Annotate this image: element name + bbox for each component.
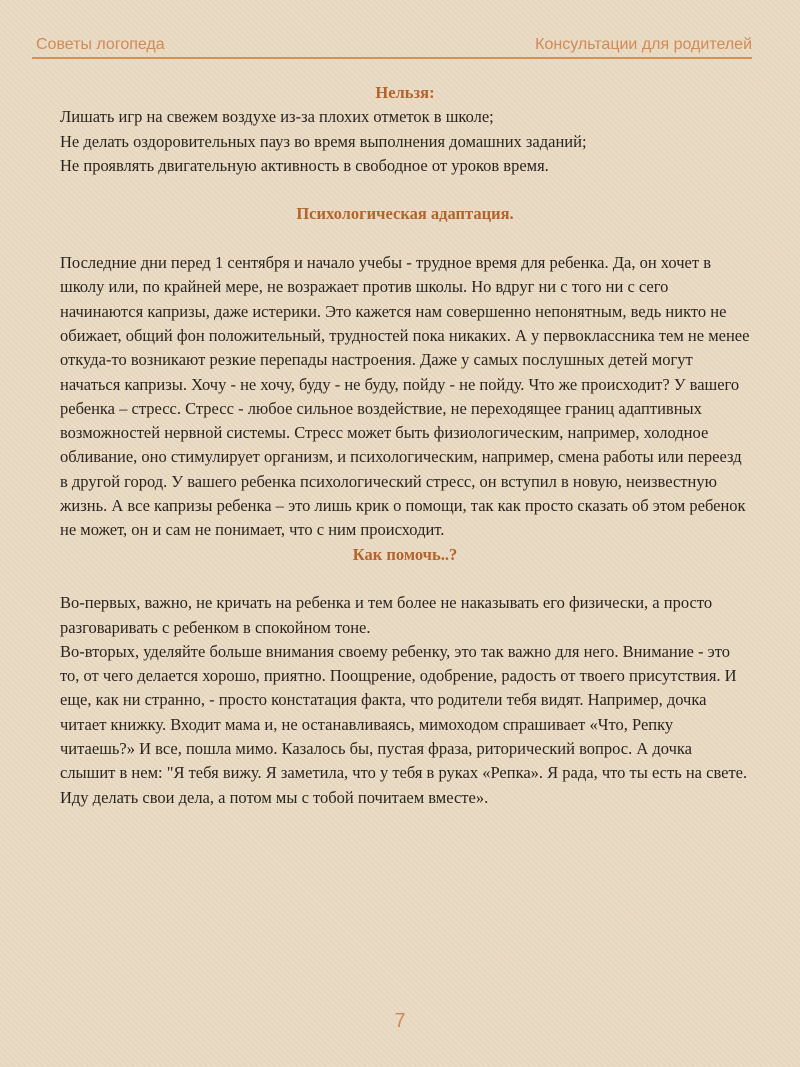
section-heading-how-to-help: Как помочь..?	[352, 544, 458, 564]
header-right-title: Консультации для родителей	[535, 36, 752, 53]
section-heading-adaptation: Психологическая адаптация.	[296, 204, 514, 224]
forbidden-item: Не проявлять двигательную активность в свободное от уроков время.	[60, 155, 549, 175]
spacer	[60, 178, 750, 202]
forbidden-item: Не делать оздоровительных пауз во время выполнения домашних заданий;	[60, 131, 587, 151]
help-paragraph-first: Во-первых, важно, не кричать на ребенка и тем более не наказывать его физически, а просто разговаривать с ребенком в спокойном тоне.	[60, 593, 713, 637]
forbidden-item: Лишать игр на свежем воздухе из-за плохих отметок в школе;	[60, 107, 494, 127]
section-heading-forbidden: Нельзя:	[375, 83, 435, 102]
page-number: 7	[394, 1010, 406, 1032]
spacer	[60, 227, 750, 251]
adaptation-paragraph: Последние дни перед 1 сентября и начало учебы - трудное время для ребенка. Да, он хочет в школу или, по крайней мере, не возражает против школы. Но вдруг ни с того ни с сего начинаются капризы, даже истерики. Это кажется нам совершенно непонятным, ведь никто не обижает, общий фон положительный, трудностей пока никаких. А у первоклассника тем не менее откуда-то возникают резкие перепады настроения. Даже у самых послушных детей могут начаться капризы. Хочу - не хочу, буду - не буду, пойду - не пойду. Что же происходит? У вашего ребенка – стресс. Стресс - любое сильное воздействие, не переходящее границ адаптивных возможностей нервной системы. Стресс может быть физиологическим, например, холодное обливание, оно стимулирует организм, и психологическим, например, смена работы или переезд в другой город. У вашего ребенка психологический стресс, он вступил в новую, неизвестную жизнь. А все капризы ребенка – это лишь крик о помощи, так как просто сказать об этом ребенок не может, он и сам не понимает, что с ним происходит.	[60, 253, 750, 540]
main-content	[60, 81, 750, 810]
page-header	[32, 36, 752, 58]
header-left-title: Советы логопеда	[36, 36, 165, 53]
help-paragraph-second: Во-вторых, уделяйте больше внимания своему ребенку, это так важно для него. Внимание - это то, от чего делается хорошо, приятно. Поощрение, одобрение, радость от твоего присутствия. И еще, как ни странно, - просто констатация факта, что родители тебя видят. Например, дочка читает книжку. Входит мама и, не останавливаясь, мимоходом спрашивает «Что, Репку читаешь?» И все, пошла мимо. Казалось бы, пустая фраза, риторический вопрос. А дочка слышит в нем: "Я тебя вижу. Я заметила, что у тебя в руках «Репка». Я рада, что ты есть на свете. Иду делать свои дела, а потом мы с тобой почитаем вместе».	[60, 641, 748, 807]
header-divider	[32, 57, 752, 59]
spacer	[60, 567, 750, 591]
